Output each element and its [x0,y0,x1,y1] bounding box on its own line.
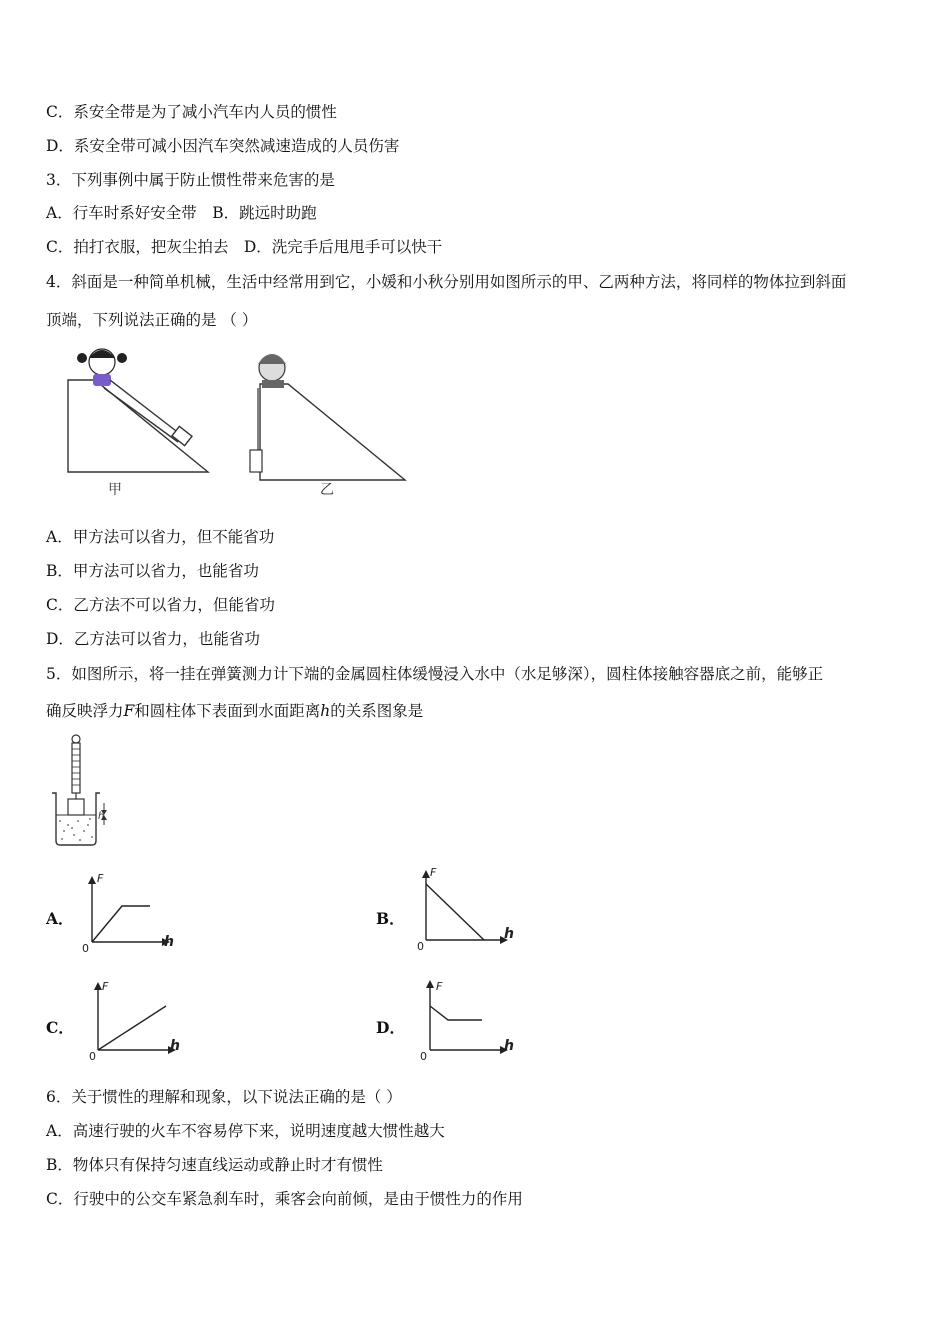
h-label: h [98,811,105,822]
q4-stem-line2: 顶端，下列说法正确的是 （ ） [46,311,258,329]
axis-f-label: F [436,980,443,993]
axis-f-label: F [97,872,104,885]
axis-h-label: h [504,926,514,942]
q4-stem-line1: 4．斜面是一种简单机械，生活中经常用到它，小媛和小秋分别用如图所示的甲、乙两种方法，将同样的物体拉到斜面 [46,273,847,291]
graph-d-curve [430,1006,482,1020]
q4-option-c: C．乙方法不可以省力，但能省功 [46,596,275,614]
graph-a-curve [92,906,150,942]
origin-label: 0 [417,940,424,953]
q2-option-c: C．系安全带是为了减小汽车内人员的惯性 [46,103,337,121]
graph-option-c [84,978,194,1064]
axis-h-label: h [164,934,174,950]
q3-stem: 3．下列事例中属于防止惯性带来危害的是 [46,171,335,189]
axis-f-label: F [430,866,437,879]
graph-option-b [412,866,522,954]
axis-h-label: h [504,1038,514,1054]
q4-option-d: D．乙方法可以省力，也能省功 [46,630,260,648]
option-c-label: C． [46,1018,74,1037]
q5-stem-line1: 5．如图所示，将一挂在弹簧测力计下端的金属圆柱体缓慢浸入水中（水足够深），圆柱体接触容器底之前，能够正 [46,665,824,683]
q4-incline-figure [60,342,420,502]
q4-option-b: B．甲方法可以省力，也能省功 [46,562,259,580]
q6-stem: 6．关于惯性的理解和现象，以下说法正确的是（ ） [46,1088,402,1106]
option-a-label: A． [46,909,74,928]
option-d-label: D． [376,1018,405,1037]
q5-stem-line2: 确反映浮力F和圆柱体下表面到水面距离h的关系图象是 [46,702,424,720]
axis-h-label: h [170,1038,180,1054]
label-yi: 乙 [320,482,334,498]
origin-label: 0 [89,1050,96,1063]
q5-spring-scale-figure [46,733,126,849]
q3-options-ab: A．行车时系好安全带 B．跳远时助跑 [46,204,317,222]
incline-jia [68,349,208,472]
axis-f-label: F [102,980,109,993]
graph-c-curve [98,1006,166,1050]
q2-option-d: D．系安全带可减小因汽车突然减速造成的人员伤害 [46,137,400,155]
graph-option-d [414,976,524,1064]
q6-option-b: B．物体只有保持匀速直线运动或静止时才有惯性 [46,1156,383,1174]
q3-options-cd: C．拍打衣服，把灰尘拍去 D．洗完手后甩甩手可以快干 [46,238,443,256]
origin-label: 0 [82,942,89,954]
graph-option-a [80,870,180,954]
q6-option-c: C．行驶中的公交车紧急刹车时，乘客会向前倾，是由于惯性力的作用 [46,1190,523,1208]
q4-option-a: A．甲方法可以省力，但不能省功 [46,528,275,546]
label-jia: 甲 [108,482,122,498]
graph-b-curve [426,884,484,940]
incline-yi [250,354,405,480]
option-b-label: B． [376,909,405,928]
q6-option-a: A．高速行驶的火车不容易停下来，说明速度越大惯性越大 [46,1122,445,1140]
origin-label: 0 [420,1050,427,1063]
